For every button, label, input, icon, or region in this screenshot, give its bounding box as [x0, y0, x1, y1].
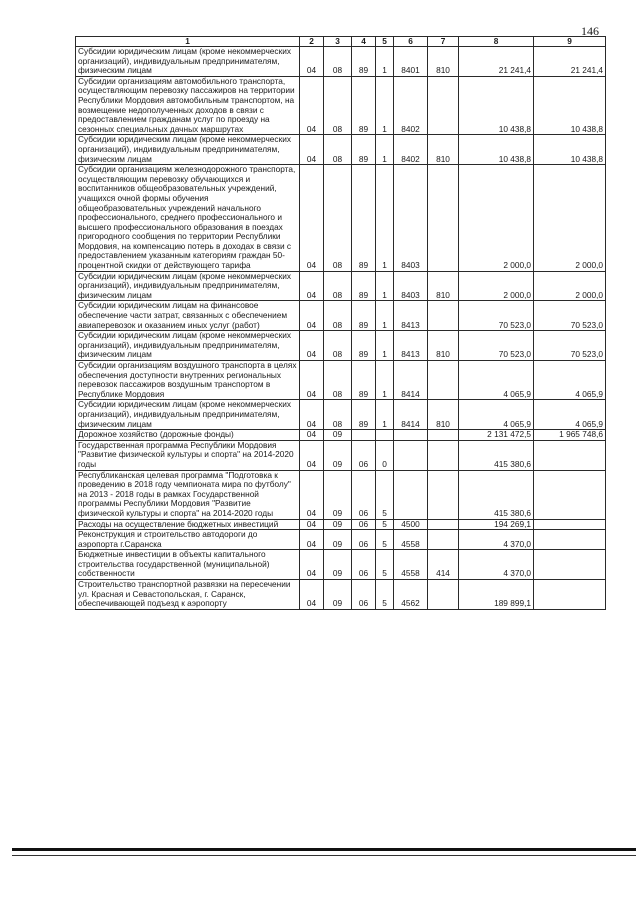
subprogram-cell: 5 — [376, 530, 394, 550]
subsection-cell: 09 — [324, 580, 352, 610]
subprogram-cell: 1 — [376, 47, 394, 77]
program-cell: 89 — [352, 271, 376, 301]
direction-cell: 4562 — [394, 580, 428, 610]
section-cell: 04 — [300, 361, 324, 400]
program-cell: 06 — [352, 530, 376, 550]
subprogram-cell: 5 — [376, 470, 394, 519]
direction-cell: 8413 — [394, 301, 428, 331]
amount-year1-cell: 4 370,0 — [459, 530, 534, 550]
amount-year1-cell: 415 380,6 — [459, 440, 534, 470]
subsection-cell: 09 — [324, 470, 352, 519]
subsection-cell: 09 — [324, 519, 352, 530]
row-name-cell: Дорожное хозяйство (дорожные фонды) — [76, 430, 300, 441]
subsection-cell: 09 — [324, 430, 352, 441]
amount-year1-cell: 70 523,0 — [459, 301, 534, 331]
direction-cell: 8402 — [394, 135, 428, 165]
program-cell: 89 — [352, 165, 376, 272]
page-number: 146 — [581, 24, 599, 38]
table-row — [76, 470, 606, 519]
row-name-cell: Субсидии юридическим лицам (кроме некоммерческих организаций), индивидуальным предпринимателям, физическим лицам — [76, 271, 300, 301]
column-header: 8 — [459, 37, 534, 47]
program-cell: 89 — [352, 331, 376, 361]
subprogram-cell: 1 — [376, 331, 394, 361]
amount-year2-cell: 70 523,0 — [534, 331, 606, 361]
amount-year1-cell: 2 000,0 — [459, 271, 534, 301]
subsection-cell: 08 — [324, 361, 352, 400]
subprogram-cell: 1 — [376, 271, 394, 301]
section-cell: 04 — [300, 440, 324, 470]
expense-type-cell — [428, 580, 459, 610]
section-cell: 04 — [300, 400, 324, 430]
table-row — [76, 135, 606, 165]
table-row — [76, 271, 606, 301]
table-row — [76, 301, 606, 331]
amount-year1-cell: 415 380,6 — [459, 470, 534, 519]
direction-cell: 4558 — [394, 530, 428, 550]
program-cell: 89 — [352, 47, 376, 77]
table-row — [76, 400, 606, 430]
row-name-cell: Реконструкция и строительство автодороги до аэропорта г.Саранска — [76, 530, 300, 550]
direction-cell — [394, 430, 428, 441]
section-cell: 04 — [300, 470, 324, 519]
table-row — [76, 165, 606, 272]
row-name-cell: Субсидии юридическим лицам (кроме некоммерческих организаций), индивидуальным предпринимателям, физическим лицам — [76, 47, 300, 77]
subprogram-cell: 1 — [376, 400, 394, 430]
column-header: 2 — [300, 37, 324, 47]
subsection-cell: 08 — [324, 400, 352, 430]
subsection-cell: 09 — [324, 550, 352, 580]
column-header: 9 — [534, 37, 606, 47]
amount-year2-cell: 21 241,4 — [534, 47, 606, 77]
amount-year1-cell: 194 269,1 — [459, 519, 534, 530]
row-name-cell: Бюджетные инвестиции в объекты капитального строительства государственной (муниципальной) собственности — [76, 550, 300, 580]
section-cell: 04 — [300, 271, 324, 301]
amount-year1-cell: 2 000,0 — [459, 165, 534, 272]
section-cell: 04 — [300, 550, 324, 580]
footer-rule-thick — [12, 848, 636, 851]
subsection-cell: 09 — [324, 440, 352, 470]
amount-year1-cell: 10 438,8 — [459, 135, 534, 165]
expense-type-cell: 810 — [428, 135, 459, 165]
program-cell: 89 — [352, 361, 376, 400]
amount-year2-cell: 4 065,9 — [534, 400, 606, 430]
subprogram-cell: 5 — [376, 519, 394, 530]
direction-cell — [394, 470, 428, 519]
program-cell — [352, 430, 376, 441]
subprogram-cell — [376, 430, 394, 441]
subsection-cell: 08 — [324, 76, 352, 135]
amount-year2-cell — [534, 470, 606, 519]
amount-year2-cell — [534, 580, 606, 610]
amount-year1-cell: 70 523,0 — [459, 331, 534, 361]
program-cell: 89 — [352, 135, 376, 165]
budget-table — [75, 36, 606, 610]
amount-year1-cell: 4 370,0 — [459, 550, 534, 580]
column-header: 3 — [324, 37, 352, 47]
expense-type-cell: 810 — [428, 47, 459, 77]
expense-type-cell — [428, 165, 459, 272]
table-header-row — [76, 37, 606, 47]
section-cell: 04 — [300, 430, 324, 441]
amount-year2-cell: 2 000,0 — [534, 271, 606, 301]
column-header: 6 — [394, 37, 428, 47]
amount-year2-cell: 70 523,0 — [534, 301, 606, 331]
table-row — [76, 440, 606, 470]
row-name-cell: Субсидии юридическим лицам на финансовое обеспечение части затрат, связанных с обеспечением авиаперевозок и оказанием иных услуг (работ) — [76, 301, 300, 331]
amount-year2-cell — [534, 519, 606, 530]
table-row — [76, 76, 606, 135]
direction-cell: 8414 — [394, 361, 428, 400]
amount-year2-cell: 10 438,8 — [534, 135, 606, 165]
row-name-cell: Строительство транспортной развязки на пересечении ул. Красная и Севастопольская, г. Саранск, обеспечивающей подъезд к аэропорту — [76, 580, 300, 610]
section-cell: 04 — [300, 135, 324, 165]
row-name-cell: Субсидии юридическим лицам (кроме некоммерческих организаций), индивидуальным предпринимателям, физическим лицам — [76, 331, 300, 361]
subprogram-cell: 5 — [376, 550, 394, 580]
amount-year2-cell: 1 965 748,6 — [534, 430, 606, 441]
table-row — [76, 530, 606, 550]
amount-year2-cell: 4 065,9 — [534, 361, 606, 400]
section-cell: 04 — [300, 165, 324, 272]
expense-type-cell — [428, 301, 459, 331]
subsection-cell: 08 — [324, 271, 352, 301]
amount-year2-cell — [534, 440, 606, 470]
program-cell: 06 — [352, 519, 376, 530]
program-cell: 06 — [352, 580, 376, 610]
expense-type-cell: 414 — [428, 550, 459, 580]
subsection-cell: 08 — [324, 135, 352, 165]
row-name-cell: Расходы на осуществление бюджетных инвестиций — [76, 519, 300, 530]
direction-cell: 4558 — [394, 550, 428, 580]
expense-type-cell — [428, 440, 459, 470]
expense-type-cell — [428, 470, 459, 519]
subsection-cell: 08 — [324, 331, 352, 361]
section-cell: 04 — [300, 76, 324, 135]
section-cell: 04 — [300, 47, 324, 77]
row-name-cell: Республиканская целевая программа "Подготовка к проведению в 2018 году чемпионата мира по футболу" на 2013 - 2018 годы в рамках Государственной программы Республики Мордовия "Развитие физической культуры и спорта" на 2014-2020 годы — [76, 470, 300, 519]
expense-type-cell — [428, 530, 459, 550]
direction-cell: 8413 — [394, 331, 428, 361]
column-header: 5 — [376, 37, 394, 47]
row-name-cell: Субсидии организациям железнодорожного транспорта, осуществляющим перевозку обучающихся и воспитанников общеобразовательных учреждений, учащихся очной формы обучения общеобразовательных учреждений начального профессионального, среднего профессионального и высшего профессионального образования в поездах пригородного сообщения по территории Республики Мордовия, на компенсацию потерь в доходах в связи с предоставлением указанным категориям граждан 50-процентной скидки от действующего тарифа — [76, 165, 300, 272]
amount-year1-cell: 10 438,8 — [459, 76, 534, 135]
row-name-cell: Субсидии организациям автомобильного транспорта, осуществляющим перевозку пассажиров на территории Республики Мордовия автомобильным транспортом, на возмещение недополученных доходов в связи с предоставлением гражданам услуг по проезду на сезонных специальных дачных маршрутах — [76, 76, 300, 135]
column-header: 1 — [76, 37, 300, 47]
table-row — [76, 580, 606, 610]
amount-year2-cell: 10 438,8 — [534, 76, 606, 135]
expense-type-cell — [428, 361, 459, 400]
program-cell: 06 — [352, 440, 376, 470]
direction-cell: 8403 — [394, 271, 428, 301]
amount-year1-cell: 2 131 472,5 — [459, 430, 534, 441]
direction-cell: 8401 — [394, 47, 428, 77]
amount-year1-cell: 189 899,1 — [459, 580, 534, 610]
expense-type-cell — [428, 76, 459, 135]
table-row — [76, 430, 606, 441]
amount-year2-cell — [534, 530, 606, 550]
subprogram-cell: 1 — [376, 135, 394, 165]
expense-type-cell: 810 — [428, 331, 459, 361]
program-cell: 89 — [352, 301, 376, 331]
column-header: 4 — [352, 37, 376, 47]
expense-type-cell: 810 — [428, 400, 459, 430]
amount-year1-cell: 21 241,4 — [459, 47, 534, 77]
table-row — [76, 47, 606, 77]
direction-cell: 4500 — [394, 519, 428, 530]
table-row — [76, 361, 606, 400]
subsection-cell: 08 — [324, 301, 352, 331]
subprogram-cell: 1 — [376, 165, 394, 272]
column-header: 7 — [428, 37, 459, 47]
section-cell: 04 — [300, 580, 324, 610]
subprogram-cell: 1 — [376, 301, 394, 331]
subsection-cell: 09 — [324, 530, 352, 550]
direction-cell: 8402 — [394, 76, 428, 135]
subsection-cell: 08 — [324, 165, 352, 272]
amount-year2-cell — [534, 550, 606, 580]
table-row — [76, 550, 606, 580]
program-cell: 06 — [352, 470, 376, 519]
table-row — [76, 519, 606, 530]
direction-cell: 8403 — [394, 165, 428, 272]
expense-type-cell — [428, 519, 459, 530]
amount-year2-cell: 2 000,0 — [534, 165, 606, 272]
program-cell: 89 — [352, 76, 376, 135]
program-cell: 06 — [352, 550, 376, 580]
row-name-cell: Государственная программа Республики Мордовия "Развитие физической культуры и спорта" на 2014-2020 годы — [76, 440, 300, 470]
section-cell: 04 — [300, 331, 324, 361]
amount-year1-cell: 4 065,9 — [459, 361, 534, 400]
section-cell: 04 — [300, 530, 324, 550]
program-cell: 89 — [352, 400, 376, 430]
subsection-cell: 08 — [324, 47, 352, 77]
expense-type-cell — [428, 430, 459, 441]
section-cell: 04 — [300, 301, 324, 331]
subprogram-cell: 1 — [376, 76, 394, 135]
row-name-cell: Субсидии организациям воздушного транспорта в целях обеспечения доступности внутренних региональных перевозок пассажиров воздушным транспортом в Республике Мордовия — [76, 361, 300, 400]
direction-cell: 8414 — [394, 400, 428, 430]
subprogram-cell: 1 — [376, 361, 394, 400]
amount-year1-cell: 4 065,9 — [459, 400, 534, 430]
subprogram-cell: 0 — [376, 440, 394, 470]
direction-cell — [394, 440, 428, 470]
footer-rule-thin — [12, 855, 636, 856]
section-cell: 04 — [300, 519, 324, 530]
row-name-cell: Субсидии юридическим лицам (кроме некоммерческих организаций), индивидуальным предпринимателям, физическим лицам — [76, 400, 300, 430]
subprogram-cell: 5 — [376, 580, 394, 610]
expense-type-cell: 810 — [428, 271, 459, 301]
table-body — [76, 47, 606, 610]
row-name-cell: Субсидии юридическим лицам (кроме некоммерческих организаций), индивидуальным предпринимателям, физическим лицам — [76, 135, 300, 165]
table-row — [76, 331, 606, 361]
